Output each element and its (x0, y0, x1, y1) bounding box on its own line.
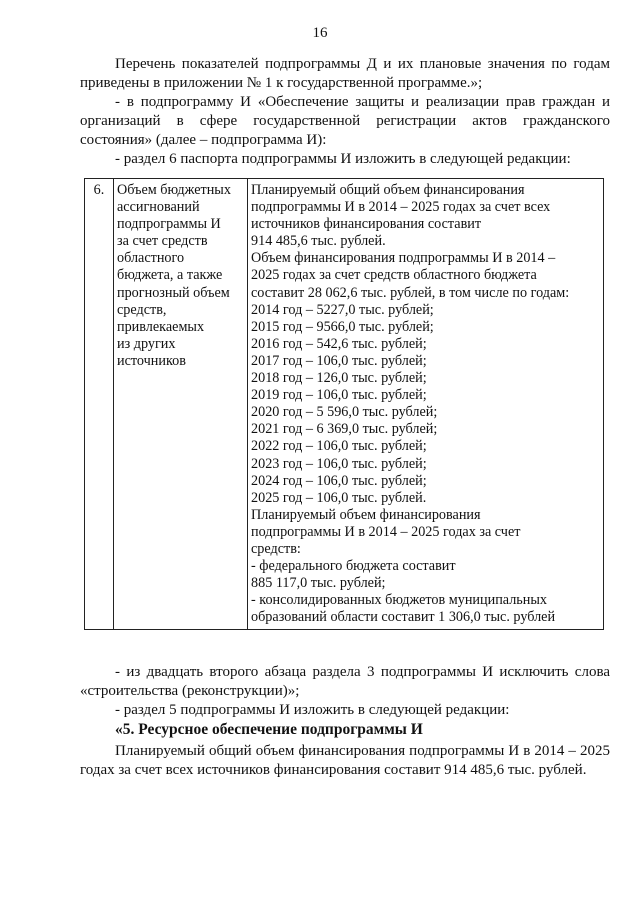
text-line: - консолидированных бюджетов муниципальных (251, 592, 547, 609)
paragraph: - раздел 5 подпрограммы И изложить в следующей редакции: (115, 702, 510, 718)
row-content (248, 179, 604, 630)
text-line: средств, (117, 301, 167, 318)
text-line: 2020 год – 5 596,0 тыс. рублей; (251, 404, 438, 421)
section-heading: «5. Ресурсное обеспечение подпрограммы И (115, 721, 423, 738)
paragraph: - в подпрограмму И «Обеспечение защиты и реализации прав граждан и организаций в сфере государственной регистрации актов гражданского состояния» (далее – подпрограмма И): (80, 94, 610, 148)
text-line: Объем бюджетных (117, 182, 231, 198)
paragraph: - раздел 6 паспорта подпрограммы И изложить в следующей редакции: (115, 151, 571, 167)
text-line: 2016 год – 542,6 тыс. рублей; (251, 335, 427, 352)
text-line: 2023 год – 106,0 тыс. рублей; (251, 455, 427, 472)
text-line: 2018 год – 126,0 тыс. рублей; (251, 370, 427, 387)
text-line: 2024 год – 106,0 тыс. рублей; (251, 472, 427, 489)
final-text (80, 742, 610, 780)
text-line: средств: (251, 540, 301, 557)
text-line: образований области составит 1 306,0 тыс. рублей (251, 609, 556, 626)
text-line: бюджета, а также (117, 267, 223, 284)
text-line: 2021 год – 6 369,0 тыс. рублей; (251, 421, 438, 438)
page-number: 16 (312, 25, 328, 41)
text-line: подпрограммы И (117, 216, 221, 233)
row-number: 6. (85, 179, 114, 630)
text-line: 2017 год – 106,0 тыс. рублей; (251, 352, 427, 369)
paragraph: Планируемый общий объем финансирования подпрограммы И в 2014 – 2025 годах за счет всех источников финансирования составит 914 485,6 тыс. рублей. (80, 743, 610, 778)
text-line: составит 28 062,6 тыс. рублей, в том числе по годам: (251, 284, 570, 301)
text-line: подпрограммы И в 2014 – 2025 годах за счет всех (251, 199, 551, 216)
paragraph: Перечень показателей подпрограммы Д и их плановые значения по годам приведены в приложении № 1 к государственной программе.»; (80, 56, 610, 91)
text-line: 2022 год – 106,0 тыс. рублей; (251, 438, 427, 455)
text-line: - федерального бюджета составит (251, 558, 456, 575)
intro-text (80, 55, 610, 169)
text-line: Объем финансирования подпрограммы И в 2014 – (251, 250, 556, 267)
text-line: 2015 год – 9566,0 тыс. рублей; (251, 318, 434, 335)
text-line: из других (117, 335, 176, 352)
passport-section-table (84, 178, 604, 630)
text-line: 2014 год – 5227,0 тыс. рублей; (251, 301, 434, 318)
text-line: за счет средств (117, 233, 208, 250)
text-line: Планируемый общий объем финансирования (251, 182, 525, 198)
text-line: источников (117, 352, 186, 369)
text-line: подпрограммы И в 2014 – 2025 годах за счет (251, 523, 521, 540)
row-label (114, 179, 248, 630)
text-line: 2019 год – 106,0 тыс. рублей; (251, 387, 427, 404)
table-row (85, 179, 604, 630)
text-line: ассигнований (117, 199, 200, 216)
text-line: 885 117,0 тыс. рублей; (251, 575, 386, 592)
text-line: областного (117, 250, 185, 267)
paragraph: - из двадцать второго абзаца раздела 3 подпрограммы И исключить слова «строительства (реконструкции)»; (80, 664, 610, 699)
text-line: Планируемый объем финансирования (251, 506, 481, 523)
text-line: 914 485,6 тыс. рублей. (251, 233, 386, 250)
text-line: 2025 год – 106,0 тыс. рублей. (251, 489, 427, 506)
text-line: прогнозный объем (117, 284, 230, 301)
text-line: 2025 годах за счет средств областного бюджета (251, 267, 537, 284)
text-line: привлекаемых (117, 318, 205, 335)
text-line: источников финансирования составит (251, 216, 482, 233)
after-table-text (80, 663, 610, 739)
